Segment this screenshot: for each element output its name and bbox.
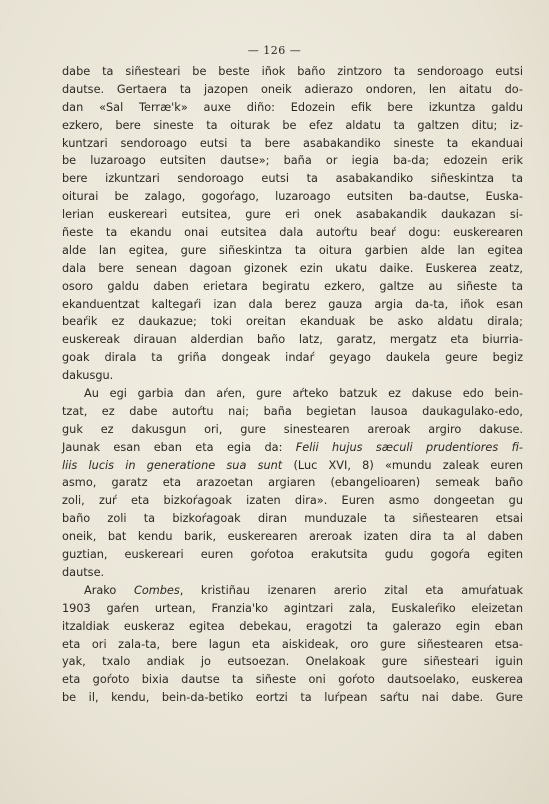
text-line xyxy=(62,528,523,546)
text-segment: beaŕik ez daukazue; toki oreitan ekanduak be asko aldatu dirala; xyxy=(62,315,523,329)
text-line xyxy=(62,421,523,439)
text-line xyxy=(62,546,523,564)
text-line xyxy=(62,403,523,421)
text-line xyxy=(62,564,523,582)
text-line xyxy=(62,206,523,224)
text-line xyxy=(62,188,523,206)
text-segment: eta ori zala-ta, bere lagun eta aiskideak, oro gure siñestearen etsa- xyxy=(62,637,523,651)
text-line xyxy=(62,278,523,296)
text-segment: (Luc XVI, 8) «mundu zaleak euren xyxy=(282,458,523,472)
text-line xyxy=(62,170,523,188)
text-segment: alde lan egitea, gure siñeskintza ta oitura garbien alde lan egitea xyxy=(62,243,523,257)
text-line xyxy=(62,242,523,260)
text-line xyxy=(62,689,523,707)
text-segment: yak, txalo andiak jo eutsoezan. Onelakoak gure siñesteari iguin xyxy=(62,655,523,669)
text-segment: ñeste ta ekandu onai eutsitea dala autoŕtu beaŕ dogu: euskerearen xyxy=(62,226,523,240)
text-line xyxy=(62,492,523,510)
body-text xyxy=(62,63,523,707)
text-segment: dabe ta siñesteari be beste iñok baño zintzoro ta sendoroago eutsi xyxy=(62,65,523,78)
text-segment: oneik, bat kendu barik, euskerearen areroak izaten dira ta al daben xyxy=(62,530,523,544)
text-segment: dautse. Gertaera ta jazopen oneik adierazo ondoren, len aitatu do- xyxy=(62,82,523,96)
text-segment: Au egi garbia dan aŕen, gure aŕteko batzuk ez dakuse edo bein- xyxy=(84,387,523,401)
text-line xyxy=(62,331,523,349)
text-segment: oiturai be zalago, gogoŕago, luzaroago eutsiten ba-dautse, Euska- xyxy=(62,190,523,204)
text-segment: be luzaroago eutsiten dautse»; baña or iegia ba-da; edozein erik xyxy=(62,154,523,168)
text-line xyxy=(62,636,523,654)
text-segment: guztian, euskereari euren goŕotoa erakutsita gudu gogoŕa egiten xyxy=(62,548,523,562)
text-line xyxy=(62,260,523,278)
text-segment: goak dirala ta griña dongeak indaŕ geyago daukela geure begiz xyxy=(62,351,523,365)
text-line xyxy=(62,99,523,117)
text-segment: dala bere senean dagoan gizonek ezin ukatu daike. Euskerea zeatz, xyxy=(62,261,523,275)
text-segment: Arako xyxy=(84,583,134,597)
text-segment: asmo, garatz eta arazoetan argiaren (ebangelioaren) semeak baño xyxy=(62,476,523,490)
text-segment: dautse. xyxy=(62,565,105,579)
text-line xyxy=(62,296,523,314)
text-line xyxy=(62,367,523,385)
italic-text-segment: Combes xyxy=(133,583,180,597)
italic-text-segment: liis lucis in generatione sua sunt xyxy=(62,458,283,472)
text-line xyxy=(62,135,523,153)
text-line xyxy=(62,653,523,671)
text-segment: dakusgu. xyxy=(62,369,114,383)
page-number: — 126 — xyxy=(247,44,302,57)
text-segment: bere izkuntzari sendoroago eutsi ta asabakandiko siñeskintza ta xyxy=(62,172,523,186)
text-line xyxy=(62,618,523,636)
text-segment: ezkero, bere sineste ta oiturak be efez aldatu ta galtzen ditu; iz- xyxy=(62,118,523,132)
text-line xyxy=(62,385,523,403)
text-segment: kuntzari sendoroago eutsi ta bere asabakandiko sineste ta ekanduai xyxy=(62,136,523,150)
text-segment: lerian euskereari eutsitea, gure eri onek asabakandik daukazan si- xyxy=(62,208,523,222)
text-line xyxy=(62,474,523,492)
text-line xyxy=(62,439,523,457)
text-segment: 1903 gaŕen urtean, Franzia'ko agintzari zala, Euskaleŕiko eleizetan xyxy=(62,601,523,615)
text-line xyxy=(62,152,523,170)
text-line xyxy=(62,117,523,135)
text-segment: , kristiñau izenaren arerio zital eta amuŕatuak xyxy=(179,583,523,597)
text-segment: eta goŕoto bixia dautse ta siñeste oni goŕoto dautsoelako, euskerea xyxy=(62,673,523,687)
text-line xyxy=(62,81,523,99)
text-line xyxy=(62,313,523,331)
text-segment: baño zoli ta bizkoŕagoak diran munduzale ta siñestearen etsai xyxy=(62,512,523,526)
text-line xyxy=(62,510,523,528)
text-line xyxy=(62,582,523,600)
text-segment: osoro galdu daben erietara begiratu ezkero, galtze au siñeste ta xyxy=(62,279,523,293)
text-line xyxy=(62,224,523,242)
text-line xyxy=(62,600,523,618)
text-line xyxy=(62,63,523,81)
text-segment: Jaunak esan eban eta egia da: xyxy=(62,440,296,454)
text-segment: ekanduentzat kaltegaŕi izan dala berez gauza argia da-ta, iñok esan xyxy=(62,297,523,311)
text-segment: guk ez dakusgun ori, gure sinestearen areroak argiro dakuse. xyxy=(62,422,523,436)
text-segment: dan «Sal Terræ'k» auxe diño: Edozein efik bere izkuntza galdu xyxy=(62,100,523,114)
text-line xyxy=(62,671,523,689)
text-segment: itzaldiak euskeraz egitea debekau, eragotzi ta galerazo egin eban xyxy=(62,619,523,633)
text-segment: tzat, ez dabe autoŕtu nai; baña begietan lausoa daukagulako-edo, xyxy=(62,404,523,418)
italic-text-segment: Felii hujus sæculi prudentiores fi- xyxy=(295,440,523,454)
text-line xyxy=(62,349,523,367)
text-segment: be il, kendu, bein-da-betiko eortzi ta luŕpean saŕtu nai dabe. Gure xyxy=(62,691,523,705)
text-segment: euskereak dirauan alderdian baño latz, garatz, mergatz eta biurria- xyxy=(62,333,523,347)
text-segment: zoli, zuŕ eta bizkoŕagoak izaten dira». Euren asmo dongeetan gu xyxy=(62,494,523,508)
text-line xyxy=(62,457,523,475)
